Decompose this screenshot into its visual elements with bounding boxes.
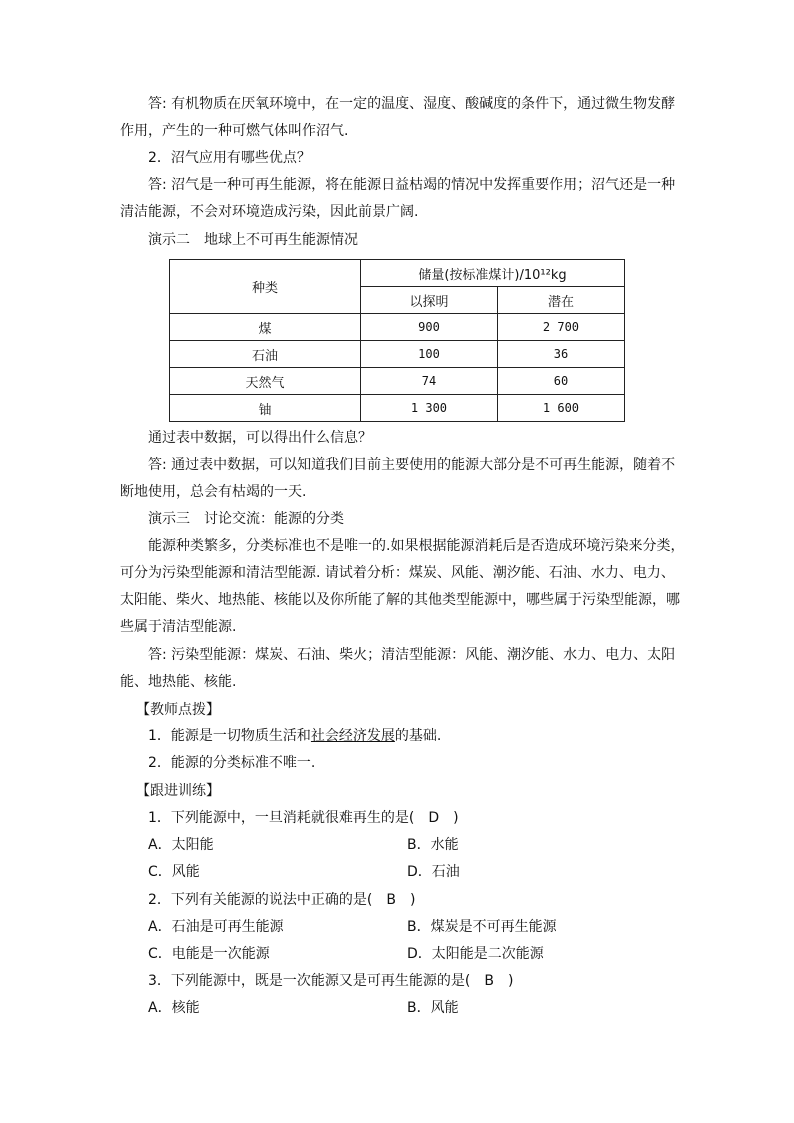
teacher-tip-item2: 2．能源的分类标准不唯一.	[148, 755, 316, 771]
demo3-text-line4: 些属于清洁型能源.	[120, 619, 237, 635]
practice-q2-option-c: C．电能是一次能源	[148, 946, 270, 962]
answer-biogas-adv-line1: 答: 沼气是一种可再生能源，将在能源日益枯竭的情况中发挥重要作用；沼气还是一种	[148, 177, 676, 193]
practice-q1-option-c: C．风能	[148, 864, 200, 880]
practice-q3: 3．下列能源中，既是一次能源又是可再生能源的是( B )	[148, 973, 514, 989]
answer-classification-line1: 答: 污染型能源：煤炭、石油、柴火；清洁型能源：风能、潮汐能、水力、电力、太阳	[148, 647, 676, 663]
question-biogas-advantages: 2．沼气应用有哪些优点？	[148, 150, 311, 166]
cell-explored: 1 300	[361, 395, 498, 422]
tip1-prefix: 1．能源是一切物质生活和	[148, 728, 311, 744]
cell-explored: 100	[361, 341, 498, 368]
header-potential: 潜在	[497, 287, 624, 314]
answer-classification-line2: 能、地热能、核能.	[120, 674, 237, 690]
tip1-suffix: 的基础.	[394, 728, 442, 744]
cell-potential: 2 700	[497, 314, 624, 341]
practice-title: 【跟进训练】	[136, 783, 220, 799]
practice-q2: 2．下列有关能源的说法中正确的是( B )	[148, 892, 416, 908]
demo3-text-line3: 太阳能、柴火、地热能、核能以及你所能了解的其他类型能源中，哪些属于污染型能源，哪	[120, 592, 680, 608]
practice-q2-option-d: D．太阳能是二次能源	[407, 946, 544, 962]
practice-q1-option-a: A．太阳能	[148, 837, 214, 853]
practice-q1: 1．下列能源中，一旦消耗就很难再生的是( D )	[148, 810, 459, 826]
teacher-tip-title: 【教师点拨】	[136, 702, 220, 718]
practice-q3-option-b: B．风能	[407, 1000, 459, 1016]
cell-kind: 天然气	[170, 368, 361, 395]
table-row	[170, 368, 625, 395]
answer-table-line1: 答: 通过表中数据，可以知道我们目前主要使用的能源大部分是不可再生能源，随着不	[148, 457, 676, 473]
header-explored: 以探明	[361, 287, 498, 314]
cell-kind: 铀	[170, 395, 361, 422]
cell-kind: 石油	[170, 341, 361, 368]
teacher-tip-item1	[148, 726, 441, 746]
answer-table-line2: 断地使用，总会有枯竭的一天.	[120, 484, 307, 500]
practice-q2-option-a: A．石油是可再生能源	[148, 919, 284, 935]
table-row	[170, 395, 625, 422]
cell-explored: 74	[361, 368, 498, 395]
cell-explored: 900	[361, 314, 498, 341]
practice-q1-option-d: D．石油	[407, 864, 460, 880]
answer-biogas-def-line2: 作用，产生的一种可燃气体叫作沼气.	[120, 123, 349, 139]
header-kind: 种类	[170, 260, 361, 314]
answer-biogas-adv-line2: 清洁能源，不会对环境造成污染，因此前景广阔.	[120, 204, 419, 220]
tip1-underlined: 社会经济发展	[310, 728, 395, 744]
demo3-title: 演示三 讨论交流：能源的分类	[148, 511, 344, 527]
cell-potential: 36	[497, 341, 624, 368]
practice-q1-option-b: B．水能	[407, 837, 459, 853]
header-reserve: 储量(按标准煤计)/10¹²kg	[361, 260, 625, 287]
cell-kind: 煤	[170, 314, 361, 341]
table-row	[170, 314, 625, 341]
energy-reserve-table	[169, 259, 625, 422]
demo2-title: 演示二 地球上不可再生能源情况	[148, 232, 358, 248]
practice-q3-option-a: A．核能	[148, 1000, 200, 1016]
demo3-text-line1: 能源种类繁多，分类标准也不是唯一的.如果根据能源消耗后是否造成环境污染来分类，	[148, 538, 685, 554]
practice-q2-option-b: B．煤炭是不可再生能源	[407, 919, 557, 935]
cell-potential: 60	[497, 368, 624, 395]
table-row	[170, 341, 625, 368]
answer-biogas-def-line1: 答: 有机物质在厌氧环境中，在一定的温度、湿度、酸碱度的条件下，通过微生物发酵	[148, 96, 676, 112]
table-header-row	[170, 260, 625, 287]
cell-potential: 1 600	[497, 395, 624, 422]
demo3-text-line2: 可分为污染型能源和清洁型能源. 请试着分析：煤炭、风能、潮汐能、石油、水力、电力、	[120, 565, 675, 581]
table-question: 通过表中数据，可以得出什么信息？	[148, 430, 372, 446]
